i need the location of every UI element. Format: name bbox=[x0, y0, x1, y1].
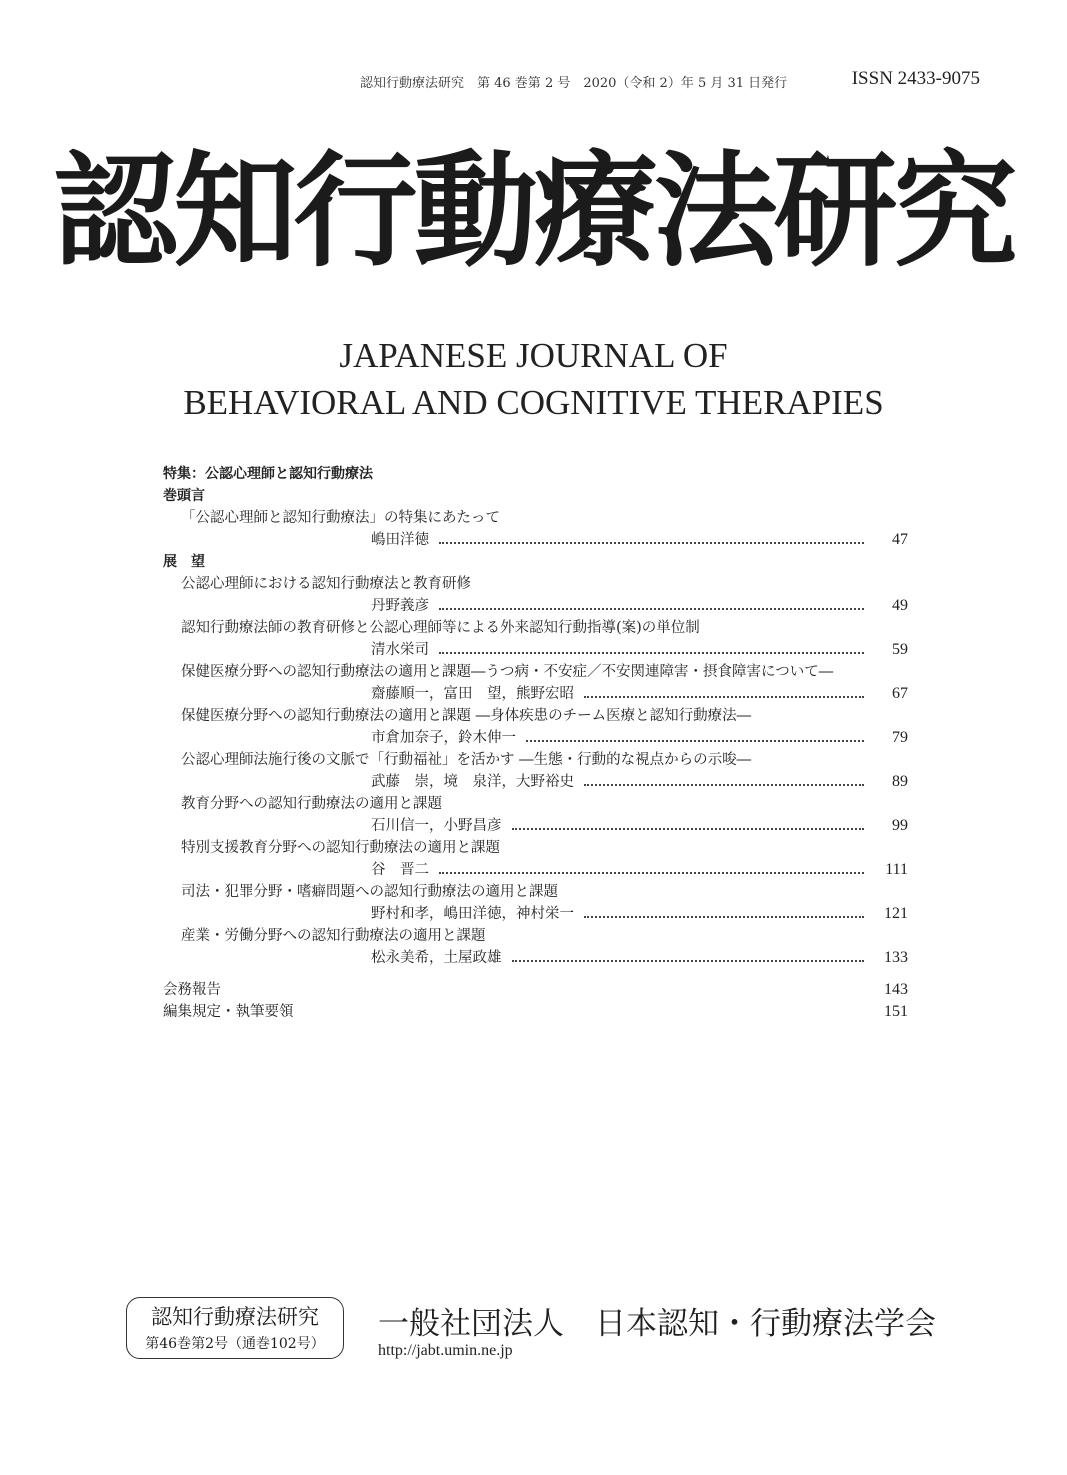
box-journal-title: 認知行動療法研究 bbox=[151, 1305, 319, 1329]
dot-leader bbox=[512, 828, 865, 830]
article-authors: 丹野義彦 bbox=[371, 598, 429, 614]
article-title: 公認心理師法施行後の文脈で「行動福祉」を活かす ―生態・行動的な視点からの示唆― bbox=[181, 752, 752, 768]
journal-title-en-line2: BEHAVIORAL AND COGNITIVE THERAPIES bbox=[183, 383, 884, 422]
issn: ISSN 2433-9075 bbox=[851, 68, 980, 89]
foreword-authors: 嶋田洋徳 bbox=[371, 532, 429, 548]
article-title: 教育分野への認知行動療法の適用と課題 bbox=[181, 796, 442, 812]
misc-page: 151 bbox=[884, 1003, 908, 1020]
article-title: 特別支援教育分野への認知行動療法の適用と課題 bbox=[181, 840, 500, 856]
article-authors: 武藤 崇，境 泉洋，大野裕史 bbox=[371, 774, 574, 790]
misc-title: 編集規定・執筆要領 bbox=[163, 1004, 294, 1020]
article-title: 認知行動療法師の教育研修と公認心理師等による外来認知行動指導(案)の単位制 bbox=[181, 620, 700, 636]
article-authors: 石川信一，小野昌彦 bbox=[371, 818, 502, 834]
article-title: 保健医療分野への認知行動療法の適用と課題 ―身体疾患のチーム医療と認知行動療法― bbox=[181, 708, 752, 724]
article-author-line bbox=[163, 903, 908, 925]
publisher-name: 一般社団法人 日本認知・行動療法学会 bbox=[378, 1306, 936, 1342]
foreword-title: 「公認心理師と認知行動療法」の特集にあたって bbox=[181, 510, 500, 526]
box-issue-number: 第46巻第2号（通巻102号） bbox=[145, 1336, 325, 1352]
article-list bbox=[163, 573, 908, 969]
article-author-line bbox=[163, 639, 908, 661]
foreword-page: 47 bbox=[892, 531, 908, 548]
article-author-line bbox=[163, 815, 908, 837]
article-page: 67 bbox=[892, 685, 908, 702]
foreword-author-line bbox=[163, 529, 908, 551]
foreword-heading: 巻頭言 bbox=[163, 488, 205, 504]
article-authors: 谷 晋二 bbox=[371, 862, 429, 878]
article-page: 79 bbox=[892, 729, 908, 746]
dot-leader bbox=[512, 960, 865, 962]
article-page: 133 bbox=[884, 949, 908, 966]
misc-entry bbox=[163, 979, 908, 1001]
misc-list bbox=[163, 979, 908, 1023]
article-page: 111 bbox=[885, 861, 908, 878]
article-authors: 清水栄司 bbox=[371, 642, 429, 658]
article-authors: 齋藤順一，富田 望，熊野宏昭 bbox=[371, 686, 574, 702]
article-author-line bbox=[163, 859, 908, 881]
issue-info: 認知行動療法研究 第 46 巻第 2 号 2020（令和 2）年 5 月 31 日発行 bbox=[360, 76, 788, 91]
misc-title: 会務報告 bbox=[163, 982, 221, 998]
article-page: 59 bbox=[892, 641, 908, 658]
article-page: 89 bbox=[892, 773, 908, 790]
dot-leader bbox=[584, 696, 864, 698]
article-author-line bbox=[163, 595, 908, 617]
article-title: 公認心理師における認知行動療法と教育研修 bbox=[181, 576, 471, 592]
article-author-line bbox=[163, 947, 908, 969]
article-author-line bbox=[163, 771, 908, 793]
article-page: 121 bbox=[884, 905, 908, 922]
article-authors: 野村和孝，嶋田洋徳，神村栄一 bbox=[371, 906, 574, 922]
article-title: 保健医療分野への認知行動療法の適用と課題―うつ病・不安症／不安関連障害・摂食障害について― bbox=[181, 664, 834, 680]
article-author-line bbox=[163, 727, 908, 749]
perspective-heading: 展 望 bbox=[163, 554, 205, 570]
article-page: 99 bbox=[892, 817, 908, 834]
publisher-url: http://jabt.umin.ne.jp bbox=[378, 1342, 513, 1359]
dot-leader bbox=[584, 916, 864, 918]
article-page: 49 bbox=[892, 597, 908, 614]
article-title: 司法・犯罪分野・嗜癖問題への認知行動療法の適用と課題 bbox=[181, 884, 558, 900]
article-authors: 松永美希，土屋政雄 bbox=[371, 950, 502, 966]
header-info-line bbox=[360, 68, 980, 91]
journal-title-en bbox=[0, 332, 1067, 426]
article-title: 産業・労働分野への認知行動療法の適用と課題 bbox=[181, 928, 486, 944]
dot-leader bbox=[439, 542, 864, 544]
dot-leader bbox=[526, 740, 864, 742]
dot-leader bbox=[439, 652, 864, 654]
misc-entry bbox=[163, 1001, 908, 1023]
article-author-line bbox=[163, 683, 908, 705]
journal-issue-box bbox=[126, 1297, 344, 1359]
article-authors: 市倉加奈子，鈴木伸一 bbox=[371, 730, 516, 746]
table-of-contents bbox=[163, 463, 908, 1023]
misc-page: 143 bbox=[884, 981, 908, 998]
dot-leader bbox=[439, 608, 864, 610]
dot-leader bbox=[439, 872, 864, 874]
special-feature-heading: 特集：公認心理師と認知行動療法 bbox=[163, 466, 373, 482]
journal-title-en-line1: JAPANESE JOURNAL OF bbox=[339, 336, 728, 375]
dot-leader bbox=[584, 784, 864, 786]
journal-title-ja: 認知行動療法研究 bbox=[53, 139, 1014, 284]
